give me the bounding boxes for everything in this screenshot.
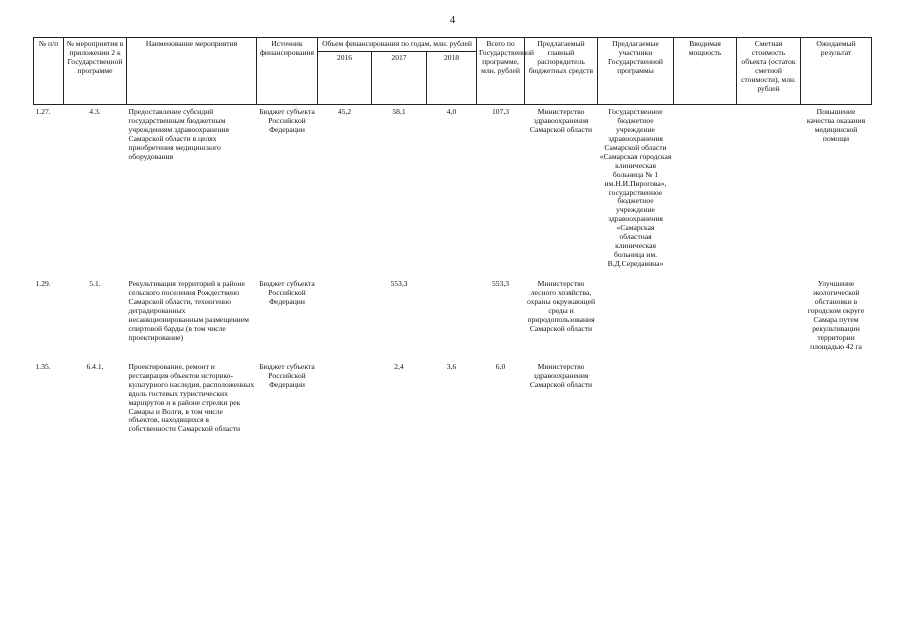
cell-num: 1.27. <box>35 106 51 116</box>
cell-capacity <box>674 104 737 277</box>
cell-total: 553,3 <box>491 279 510 289</box>
header-num: № п/п <box>34 38 64 105</box>
cell-manager: Министерство здравоохранения Самарской области <box>529 106 593 134</box>
cell-source: Бюджет субъекта Российской Федерации <box>259 279 315 307</box>
cell-cost <box>737 104 801 277</box>
program-table <box>33 37 872 442</box>
cell-capacity <box>674 277 737 360</box>
cell-2018: 3,6 <box>446 361 457 371</box>
cell-total: 107,3 <box>491 106 510 116</box>
cell-result: Улучшение экологической обстановки в городском округе Самара путем рекультивации территории площадью 42 га <box>807 279 865 351</box>
cell-total: 6,0 <box>495 361 506 371</box>
header-manager: Предлагаемый главный распорядитель бюджетных средств <box>525 38 598 105</box>
header-source: Источник финансирования <box>257 38 318 105</box>
header-year-2017: 2017 <box>372 51 427 104</box>
header-name: Наименование мероприятия <box>127 38 257 105</box>
cell-result <box>801 360 872 443</box>
table-header <box>34 38 872 105</box>
cell-source: Бюджет субъекта Российской Федерации <box>259 106 315 134</box>
cell-measure: 4.3. <box>89 106 101 116</box>
header-total: Всего по Государственной программе, млн. рублей <box>477 38 525 105</box>
cell-measure: 5.1. <box>89 279 101 289</box>
cell-2018 <box>427 277 477 360</box>
cell-participants <box>598 360 674 443</box>
cell-2017: 58,1 <box>392 106 406 116</box>
cell-name: Проектирование, ремонт и реставрация объектов историко-культурного наследия, расположенных вдоль гостевых туристических маршрутов и в районе стрелки рек Самары и Волги, в том числе объектов, находящихся в собственности Самарской области <box>128 361 255 434</box>
table-row <box>34 104 872 277</box>
cell-2016 <box>318 360 372 443</box>
table-row <box>34 360 872 443</box>
page-number: 4 <box>449 14 456 26</box>
cell-2016: 45,2 <box>337 106 352 116</box>
cell-manager: Министерство здравоохранения Самарской области <box>529 361 593 389</box>
cell-manager: Министерство лесного хозяйства, охраны окружающей среды и природопользования Самарской области <box>526 279 596 333</box>
cell-2017: 553,3 <box>390 279 408 289</box>
header-year-2016: 2016 <box>318 51 372 104</box>
header-year-2018: 2018 <box>427 51 477 104</box>
header-cost: Сметная стоимость объекта (остаток сметной стоимости), млн. рублей <box>737 38 801 105</box>
cell-2016 <box>318 277 372 360</box>
cell-num: 1.35. <box>35 361 51 371</box>
cell-2017: 2,4 <box>394 361 404 371</box>
cell-num: 1.29. <box>35 279 51 289</box>
cell-name: Рекультивация территорий в районе сельского поселения Рождествено Самарской области, техногенно деградированных несанкционированным размещением спиртовой барды (в том числе проектирование) <box>128 279 249 342</box>
cell-2018: 4,0 <box>446 106 457 116</box>
table-body <box>34 104 872 442</box>
cell-participants: Государственное бюджетное учреждение здравоохранения Самарской области «Самарская городская клиническая больница № 1 им.Н.И.Пирогова», государственное бюджетное учреждение здравоохранения «Самарская областная клиническая больница им. В.Д.Середавина» <box>599 106 672 269</box>
cell-participants <box>598 277 674 360</box>
cell-measure: 6.4.1. <box>86 361 104 371</box>
header-funding-group: Объем финансирования по годам, млн. рублей <box>318 38 477 52</box>
header-participants: Предлагаемые участники Государственной программы <box>598 38 674 105</box>
cell-capacity <box>674 360 737 443</box>
cell-cost <box>737 360 801 443</box>
header-capacity: Вводимая мощность <box>674 38 737 105</box>
table-row <box>34 277 872 360</box>
cell-source: Бюджет субъекта Российской Федерации <box>259 361 315 389</box>
header-measure-num: № мероприятия в приложении 2 к Государственной программе <box>64 38 127 105</box>
cell-cost <box>737 277 801 360</box>
cell-result: Повышение качества оказания медицинской помощи <box>806 106 866 143</box>
header-result: Ожидаемый результат <box>801 38 872 105</box>
cell-name: Предоставление субсидий государственным бюджетным учреждениям здравоохранения Самарской области в целях приобретения медицинского оборудования <box>128 106 229 161</box>
